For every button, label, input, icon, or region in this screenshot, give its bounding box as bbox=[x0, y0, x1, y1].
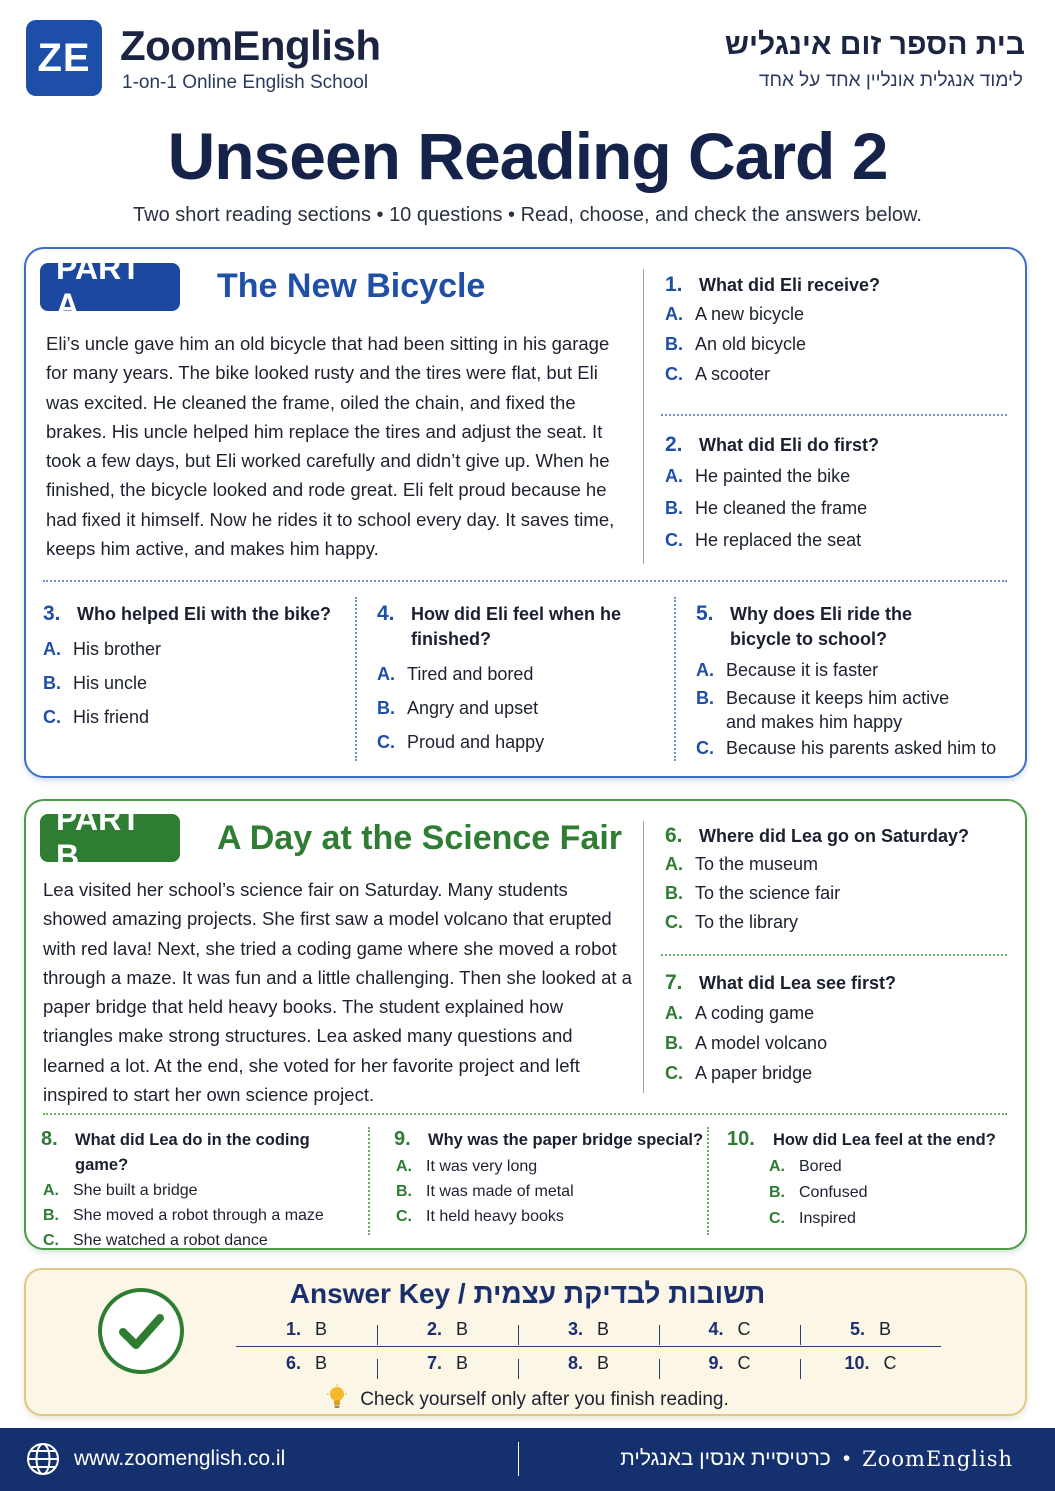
option-text: Inspired bbox=[799, 1210, 856, 1227]
hebrew-school-name: בית הספר זום אינגליש bbox=[724, 28, 1025, 61]
question-number: 5. bbox=[696, 602, 714, 625]
column-divider bbox=[643, 821, 644, 1093]
option-letter: A. bbox=[665, 1003, 683, 1023]
question-divider bbox=[661, 954, 1007, 956]
question-text: What did Eli receive? bbox=[699, 275, 881, 295]
option-letter: A. bbox=[43, 639, 61, 659]
question-text: Where did Lea go on Saturday? bbox=[699, 826, 970, 846]
website-link[interactable]: www.zoomenglish.co.il bbox=[74, 1447, 286, 1470]
hebrew-school-tagline: לימוד אנגלית אונליין אחד על אחד bbox=[758, 70, 1023, 91]
part-a-badge: PART A bbox=[40, 263, 180, 311]
answer-key-cell bbox=[236, 1319, 377, 1340]
option-text: He painted the bike bbox=[695, 466, 851, 486]
brand-tagline: 1-on-1 Online English School bbox=[122, 72, 369, 93]
option-text: Because it is faster bbox=[726, 660, 879, 680]
answer-letter: B bbox=[597, 1352, 610, 1373]
question-6 bbox=[665, 824, 1005, 933]
answer-key-row bbox=[236, 1313, 941, 1346]
answer-key-cell bbox=[659, 1353, 800, 1374]
option-letter: B. bbox=[665, 883, 683, 903]
option-text: An old bicycle bbox=[695, 334, 807, 354]
footer-hebrew-tagline: כרטיסיית אנסין באנגלית bbox=[620, 1447, 831, 1470]
answer-number: 1. bbox=[285, 1319, 301, 1339]
question-1 bbox=[665, 273, 1005, 385]
answer-number: 8. bbox=[567, 1352, 583, 1373]
section-divider bbox=[43, 1113, 1007, 1115]
answer-number: 9. bbox=[708, 1352, 724, 1373]
option-text: It was made of metal bbox=[426, 1183, 574, 1200]
option-letter: C. bbox=[696, 738, 714, 758]
answer-number: 3. bbox=[567, 1319, 583, 1339]
part-a-title: The New Bicycle bbox=[217, 267, 486, 305]
option-text: She moved a robot through a maze bbox=[73, 1207, 324, 1224]
answer-key-row bbox=[236, 1346, 941, 1379]
option-c[interactable] bbox=[696, 738, 1016, 759]
page-header bbox=[0, 0, 1055, 110]
question-text: What did Eli do first? bbox=[699, 435, 879, 455]
option-a[interactable] bbox=[396, 1158, 714, 1176]
option-text: Tired and bored bbox=[407, 664, 534, 684]
option-a[interactable] bbox=[43, 639, 343, 660]
option-letter: B. bbox=[769, 1184, 785, 1201]
option-letter: C. bbox=[377, 732, 395, 752]
question-number: 9. bbox=[394, 1128, 411, 1150]
option-letter: C. bbox=[769, 1210, 785, 1227]
question-8 bbox=[41, 1128, 361, 1250]
option-c[interactable] bbox=[665, 1063, 1005, 1084]
question-number: 7. bbox=[665, 971, 683, 994]
part-b-passage: Lea visited her school’s science fair on Saturday. Many students showed amazing projects. She first saw a model volcano that erupted with red lava! Next, she tried a coding game where she moved a robot through a maze. It was fun and a little challenging. Then she looked at a paper bridge that held heavy books. The student explained how triangles make strong structures. Lea asked many questions and learned a lot. At the end, she voted for her favorite project and left inspired to start her own science project. bbox=[43, 879, 632, 1106]
option-letter: A. bbox=[769, 1158, 785, 1175]
option-text: His friend bbox=[73, 707, 150, 727]
section-divider bbox=[43, 580, 1007, 582]
answer-letter: B bbox=[315, 1352, 328, 1373]
answer-number: 2. bbox=[426, 1319, 442, 1339]
answer-key-cell bbox=[518, 1353, 659, 1374]
answer-number: 7. bbox=[426, 1352, 442, 1373]
column-divider bbox=[674, 597, 676, 761]
option-text: To the museum bbox=[695, 854, 819, 874]
option-a[interactable] bbox=[665, 1003, 1005, 1024]
answer-letter: C bbox=[883, 1352, 897, 1373]
option-letter: B. bbox=[665, 498, 683, 518]
question-10 bbox=[727, 1128, 1017, 1228]
option-letter: A. bbox=[665, 304, 683, 324]
option-text: Bored bbox=[799, 1158, 842, 1175]
part-b-title: A Day at the Science Fair bbox=[217, 819, 623, 857]
option-a[interactable] bbox=[665, 466, 1005, 487]
answer-key-cell bbox=[377, 1353, 518, 1374]
option-c[interactable] bbox=[43, 1232, 361, 1250]
option-c[interactable] bbox=[665, 364, 1005, 385]
option-c[interactable] bbox=[769, 1210, 1017, 1228]
answer-key-panel bbox=[24, 1268, 1027, 1416]
option-b[interactable] bbox=[665, 1033, 1005, 1054]
option-letter: C. bbox=[43, 1232, 59, 1249]
option-b[interactable] bbox=[43, 1207, 361, 1225]
option-text: Because it keeps him active and makes him happy bbox=[726, 688, 950, 732]
question-text: What did Lea do in the coding game? bbox=[75, 1131, 310, 1174]
part-a-card bbox=[24, 247, 1027, 778]
question-text: What did Lea see first? bbox=[699, 973, 897, 993]
option-letter: C. bbox=[43, 707, 61, 727]
option-text: He cleaned the frame bbox=[695, 498, 868, 518]
question-number: 10. bbox=[727, 1128, 755, 1150]
question-number: 4. bbox=[377, 602, 395, 625]
option-a[interactable] bbox=[696, 660, 1016, 681]
option-b[interactable] bbox=[396, 1183, 714, 1201]
answer-number: 5. bbox=[849, 1319, 865, 1339]
option-c[interactable] bbox=[396, 1208, 714, 1226]
option-c[interactable] bbox=[665, 912, 1005, 933]
option-a[interactable] bbox=[665, 304, 1005, 325]
option-letter: C. bbox=[665, 530, 683, 550]
option-letter: B. bbox=[696, 688, 714, 708]
footer-brand: ZoomEnglish bbox=[862, 1447, 1013, 1471]
answer-key-title: Answer Key / תשובות לבדיקת עצמית bbox=[289, 1278, 766, 1309]
question-text: Who helped Eli with the bike? bbox=[77, 604, 332, 624]
footer-branding bbox=[620, 1447, 1013, 1471]
answer-letter: C bbox=[737, 1352, 751, 1373]
option-text: She built a bridge bbox=[73, 1182, 198, 1199]
option-b[interactable] bbox=[769, 1184, 1017, 1202]
lightbulb-icon bbox=[326, 1384, 348, 1416]
option-text: To the science fair bbox=[695, 883, 841, 903]
part-b-badge: PART B bbox=[40, 814, 180, 862]
question-4 bbox=[377, 602, 677, 753]
option-text: It was very long bbox=[426, 1158, 538, 1175]
option-letter: A. bbox=[696, 660, 714, 680]
option-letter: B. bbox=[665, 1033, 683, 1053]
answer-letter: B bbox=[315, 1319, 328, 1339]
answer-letter: B bbox=[456, 1352, 469, 1373]
option-text: To the library bbox=[695, 912, 799, 932]
question-3 bbox=[43, 602, 343, 728]
option-letter: A. bbox=[665, 854, 683, 874]
option-letter: C. bbox=[665, 364, 683, 384]
question-9 bbox=[394, 1128, 714, 1226]
option-text: His uncle bbox=[73, 673, 148, 693]
question-number: 2. bbox=[665, 433, 683, 456]
column-divider bbox=[368, 1127, 370, 1235]
column-divider bbox=[707, 1127, 709, 1235]
option-b[interactable] bbox=[665, 334, 1005, 355]
brand-name: ZoomEnglish bbox=[120, 22, 381, 69]
question-text: How did Eli feel when he finished? bbox=[411, 604, 622, 649]
question-5 bbox=[696, 602, 1016, 759]
answer-key-cell bbox=[518, 1319, 659, 1340]
option-text: She watched a robot dance bbox=[73, 1232, 268, 1249]
answer-key-cell bbox=[659, 1319, 800, 1340]
answer-key-note bbox=[26, 1384, 1029, 1416]
question-number: 3. bbox=[43, 602, 61, 625]
option-letter: A. bbox=[377, 664, 395, 684]
question-text: Why was the paper bridge special? bbox=[428, 1131, 704, 1149]
answer-letter: B bbox=[879, 1319, 892, 1339]
option-letter: B. bbox=[377, 698, 395, 718]
option-letter: C. bbox=[665, 912, 683, 932]
option-a[interactable] bbox=[665, 854, 1005, 875]
question-7 bbox=[665, 971, 1005, 1084]
column-divider bbox=[355, 597, 357, 761]
question-number: 8. bbox=[41, 1128, 58, 1150]
option-letter: A. bbox=[43, 1182, 59, 1199]
option-a[interactable] bbox=[769, 1158, 1017, 1176]
answer-key-cell bbox=[377, 1319, 518, 1340]
question-text: Why does Eli ride the bicycle to school? bbox=[730, 604, 913, 649]
option-b[interactable] bbox=[696, 686, 1016, 734]
option-text: It held heavy books bbox=[426, 1208, 564, 1225]
page-subtitle: Two short reading sections • 10 questions • Read, choose, and check the answers below. bbox=[133, 204, 922, 226]
option-text: His brother bbox=[73, 639, 162, 659]
page-title: Unseen Reading Card 2 bbox=[167, 119, 888, 193]
page-footer bbox=[0, 1428, 1055, 1491]
option-b[interactable] bbox=[665, 883, 1005, 904]
option-letter: C. bbox=[665, 1063, 683, 1083]
option-text: A new bicycle bbox=[695, 304, 805, 324]
answer-key-cell bbox=[236, 1353, 377, 1374]
option-c[interactable] bbox=[377, 732, 677, 753]
footer-divider bbox=[518, 1442, 519, 1476]
option-b[interactable] bbox=[43, 673, 343, 694]
logo-mark: ZE bbox=[26, 20, 102, 96]
question-number: 1. bbox=[665, 273, 683, 296]
option-b[interactable] bbox=[665, 498, 1005, 519]
option-text: He replaced the seat bbox=[695, 530, 862, 550]
part-a-passage: Eli’s uncle gave him an old bicycle that had been sitting in his garage for many years. The bike looked rusty and the tires were flat, but Eli was excited. He cleaned the frame, oiled the chain, and fixed the brakes. His uncle helped him replace the tires and adjust the seat. It took a few days, but Eli worked carefully and didn’t give up. When he finished, the bicycle looked and rode great. Eli felt proud because he had fixed it himself. Now he rides it to school every day. It saves time, keeps him active, and makes him happy. bbox=[46, 333, 615, 560]
globe-icon bbox=[26, 1442, 60, 1481]
column-divider bbox=[643, 269, 644, 564]
option-text: Proud and happy bbox=[407, 732, 545, 752]
option-letter: A. bbox=[665, 466, 683, 486]
question-text: How did Lea feel at the end? bbox=[773, 1131, 996, 1149]
option-letter: B. bbox=[43, 1207, 59, 1224]
answer-number: 6. bbox=[285, 1352, 301, 1373]
option-letter: B. bbox=[43, 673, 61, 693]
answer-number: 10. bbox=[844, 1352, 870, 1373]
option-text: Because his parents asked him to bbox=[726, 738, 997, 758]
option-text: A scooter bbox=[695, 364, 771, 384]
option-letter: B. bbox=[396, 1183, 412, 1200]
part-b-card bbox=[24, 799, 1027, 1250]
option-text: Angry and upset bbox=[407, 698, 539, 718]
answer-key-note-text: Check yourself only after you finish reading. bbox=[360, 1389, 729, 1410]
footer-separator: • bbox=[842, 1447, 851, 1470]
question-number: 6. bbox=[665, 824, 683, 847]
answer-key-cell bbox=[800, 1353, 941, 1374]
option-letter: C. bbox=[396, 1208, 412, 1225]
option-letter: A. bbox=[396, 1158, 412, 1175]
option-b[interactable] bbox=[377, 698, 677, 719]
option-c[interactable] bbox=[43, 707, 343, 728]
answer-number: 4. bbox=[708, 1319, 724, 1339]
option-a[interactable] bbox=[377, 664, 677, 685]
answer-letter: B bbox=[597, 1319, 610, 1339]
answer-letter: B bbox=[456, 1319, 469, 1339]
option-text: A coding game bbox=[695, 1003, 815, 1023]
answer-key-cell bbox=[800, 1319, 941, 1340]
question-2 bbox=[665, 433, 1005, 551]
answer-letter: C bbox=[737, 1319, 751, 1339]
option-c[interactable] bbox=[665, 530, 1005, 551]
option-text: A paper bridge bbox=[695, 1063, 813, 1083]
question-divider bbox=[661, 414, 1007, 416]
option-text: A model volcano bbox=[695, 1033, 828, 1053]
option-text: Confused bbox=[799, 1184, 868, 1201]
option-a[interactable] bbox=[43, 1182, 361, 1200]
option-letter: B. bbox=[665, 334, 683, 354]
